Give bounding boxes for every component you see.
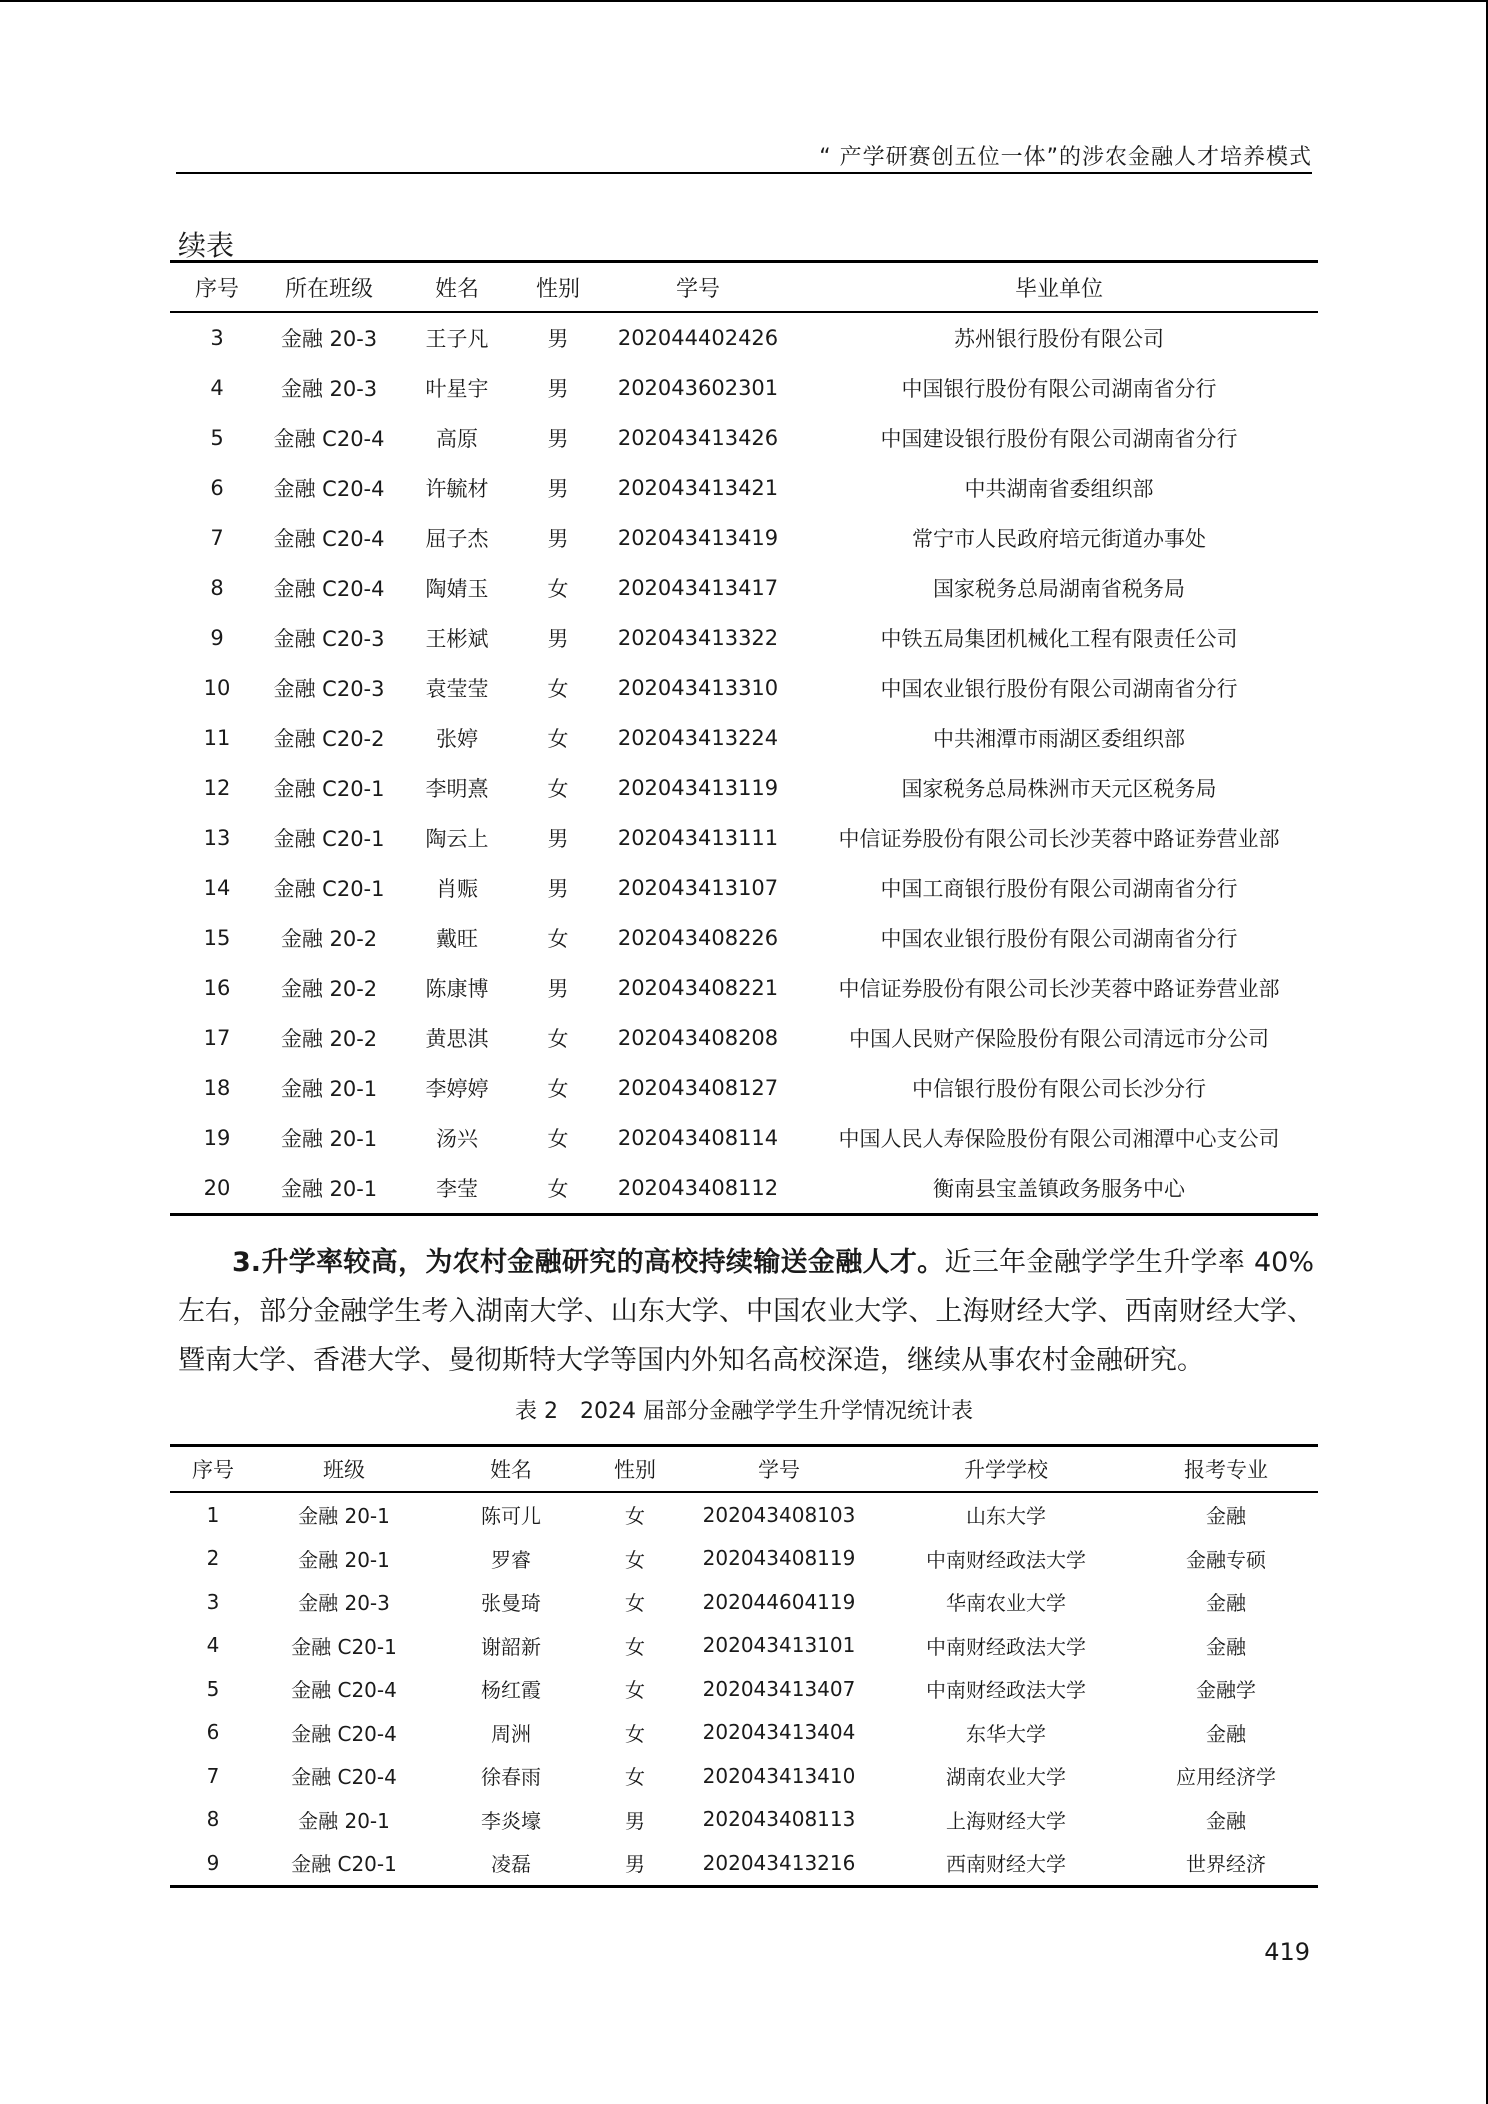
table-cell: 3 (206, 1589, 220, 1614)
table-cell: 袁莹莹 (425, 677, 489, 701)
table-row (170, 463, 1318, 513)
table-cell: 金融 20-1 (298, 1808, 390, 1833)
table-cell: 中信银行股份有限公司长沙分行 (912, 1077, 1206, 1101)
table-cell: 2 (206, 1546, 220, 1571)
table-cell: 肖赈 (436, 877, 478, 901)
table-cell: 男 (547, 627, 569, 651)
table-cell: 9 (210, 626, 224, 650)
table-cell: 6 (210, 476, 224, 500)
table-cell: 金融 20-2 (280, 1027, 378, 1051)
table-cell: 高原 (436, 427, 478, 451)
table-row (170, 1063, 1318, 1113)
column-header: 序号 (170, 262, 264, 313)
table-cell: 女 (625, 1721, 645, 1746)
table-cell: 张曼琦 (481, 1591, 541, 1616)
table-row (170, 1537, 1318, 1581)
table-cell: 女 (547, 677, 569, 701)
table-cell: 12 (203, 776, 231, 800)
table-cell: 男 (547, 977, 569, 1001)
table-cell: 女 (547, 1027, 569, 1051)
column-header: 姓名 (432, 1446, 590, 1493)
table-cell: 7 (210, 526, 224, 550)
continuation-label: 续表 (178, 229, 235, 262)
table-cell: 西南财经大学 (878, 1841, 1134, 1886)
table-cell: 陶云上 (425, 827, 489, 851)
table-cell: 9 (170, 1841, 256, 1886)
table-cell: 男 (625, 1808, 645, 1833)
column-header: 学号 (680, 1446, 878, 1493)
table-cell: 中信证券股份有限公司长沙芙蓉中路证券营业部 (838, 977, 1280, 1001)
table-row (170, 913, 1318, 963)
table-cell: 女 (547, 577, 569, 601)
table-cell: 17 (203, 1026, 231, 1050)
table-cell: 衡南县宝盖镇政务服务中心 (800, 1163, 1318, 1215)
page-border (0, 0, 1488, 2)
table-cell: 金融 20-3 (280, 327, 378, 351)
table-cell: 13 (203, 826, 231, 850)
table-cell: 202043413419 (617, 526, 779, 550)
table-cell: 中国工商银行股份有限公司湖南省分行 (880, 877, 1238, 901)
table-cell: 中共湖南省委组织部 (964, 477, 1154, 501)
table-row (170, 1492, 1318, 1537)
running-header: “ 产学研赛创五位一体”的涉农金融人才培养模式 (819, 145, 1312, 170)
graduates-employment-table (170, 260, 1318, 1216)
table-cell: 中国建设银行股份有限公司湖南省分行 (880, 427, 1238, 451)
table-row (170, 613, 1318, 663)
table-cell: 国家税务总局湖南省税务局 (933, 577, 1185, 601)
table-cell: 202043408208 (617, 1026, 779, 1050)
table-cell: 金融 C20-4 (273, 427, 385, 451)
table-cell: 202043413426 (617, 426, 779, 450)
section-lead: 升学率较高，为农村金融研究的高校持续输送金融人才。 (261, 1247, 945, 1278)
table-cell: 202043413322 (617, 626, 779, 650)
table-cell: 山东大学 (966, 1504, 1046, 1529)
table-cell: 中国农业银行股份有限公司湖南省分行 (880, 927, 1238, 951)
table-row (170, 1580, 1318, 1624)
table-cell: 金融 20-1 (280, 1077, 378, 1101)
column-header: 班级 (256, 1446, 432, 1493)
table-cell: 屈子杰 (425, 527, 489, 551)
table-cell: 中国农业银行股份有限公司湖南省分行 (880, 677, 1238, 701)
table-cell: 中南财经政法大学 (926, 1547, 1086, 1572)
table-row (170, 413, 1318, 463)
table-cell: 金融 20-1 (298, 1547, 390, 1572)
table-cell: 苏州银行股份有限公司 (954, 327, 1164, 351)
table-cell: 202043413216 (680, 1841, 878, 1886)
table-cell: 王彬斌 (425, 627, 489, 651)
table-cell: 周洲 (491, 1721, 531, 1746)
table-cell: 男 (547, 827, 569, 851)
table-cell: 金融学 (1196, 1678, 1256, 1703)
table-cell: 15 (203, 926, 231, 950)
table-row (170, 1798, 1318, 1842)
table-cell: 男 (547, 877, 569, 901)
table-cell: 金融 20-1 (298, 1504, 390, 1529)
table-row (170, 1754, 1318, 1798)
table-cell: 金融 C20-3 (273, 627, 385, 651)
body-paragraph (178, 1238, 1314, 1385)
table-row (170, 763, 1318, 813)
table-cell: 202043413404 (702, 1720, 856, 1745)
table-cell: 202043408226 (617, 926, 779, 950)
table-row (170, 663, 1318, 713)
column-header: 报考专业 (1134, 1446, 1318, 1493)
column-header: 姓名 (394, 262, 520, 313)
table-cell: 4 (210, 376, 224, 400)
table-cell: 11 (203, 726, 231, 750)
column-header: 性别 (520, 262, 596, 313)
table-cell: 19 (203, 1126, 231, 1150)
table-cell: 女 (625, 1504, 645, 1529)
table-cell: 金融 20-2 (280, 927, 378, 951)
table-cell: 金融 C20-4 (273, 527, 385, 551)
table-cell: 杨红霞 (481, 1678, 541, 1703)
table-cell: 徐春雨 (481, 1765, 541, 1790)
table-row (170, 312, 1318, 363)
table-cell: 国家税务总局株洲市天元区税务局 (901, 777, 1217, 801)
table-cell: 女 (547, 1127, 569, 1151)
table-cell: 李莹 (394, 1163, 520, 1215)
table-cell: 金融 20-3 (298, 1591, 390, 1616)
table-cell: 202043413410 (702, 1763, 856, 1788)
table-cell: 金融 (1206, 1634, 1246, 1659)
table-cell: 3 (210, 326, 224, 350)
table-cell: 中国银行股份有限公司湖南省分行 (901, 377, 1217, 401)
table-cell: 女 (547, 777, 569, 801)
table-cell: 汤兴 (436, 1127, 478, 1151)
further-study-table (170, 1444, 1318, 1888)
table-cell: 金融 C20-1 (273, 777, 385, 801)
table-cell: 李明熹 (425, 777, 489, 801)
table-cell: 陶婧玉 (425, 577, 489, 601)
table-cell: 202043413119 (617, 776, 779, 800)
table-cell: 男 (547, 427, 569, 451)
table-row (170, 1163, 1318, 1215)
table-cell: 202043408113 (702, 1807, 856, 1832)
table-cell: 202043408103 (702, 1502, 856, 1527)
table-cell: 金融 C20-4 (291, 1678, 397, 1703)
table-cell: 湖南农业大学 (946, 1765, 1066, 1790)
table-cell: 202043408119 (702, 1546, 856, 1571)
table-cell: 7 (206, 1763, 220, 1788)
table-cell: 男 (547, 327, 569, 351)
table-cell: 金融 C20-1 (291, 1634, 397, 1659)
column-header: 性别 (590, 1446, 680, 1493)
table-cell: 16 (203, 976, 231, 1000)
table-cell: 女 (625, 1591, 645, 1616)
table-row (170, 813, 1318, 863)
table-cell: 中南财经政法大学 (926, 1678, 1086, 1703)
table-cell: 金融 20-2 (280, 977, 378, 1001)
table-cell: 黄思淇 (425, 1027, 489, 1051)
table-cell: 202043413421 (617, 476, 779, 500)
table-cell: 5 (210, 426, 224, 450)
table-cell: 陈康博 (425, 977, 489, 1001)
table-row (170, 1113, 1318, 1163)
table-cell: 金融 C20-4 (273, 477, 385, 501)
table-cell: 女 (625, 1634, 645, 1659)
table-cell: 女 (547, 1077, 569, 1101)
table-cell: 叶星宇 (425, 377, 489, 401)
table-row (170, 363, 1318, 413)
table-row (170, 1841, 1318, 1886)
table-cell: 王子凡 (425, 327, 489, 351)
table-cell: 华南农业大学 (946, 1591, 1066, 1616)
table-cell: 金融 (1206, 1808, 1246, 1833)
table-cell: 金融 C20-3 (273, 677, 385, 701)
table-row (170, 963, 1318, 1013)
table-cell: 金融 (1206, 1504, 1246, 1529)
table-cell: 男 (547, 477, 569, 501)
column-header: 升学学校 (878, 1446, 1134, 1493)
table-cell: 东华大学 (966, 1721, 1046, 1746)
table-cell: 女 (625, 1547, 645, 1572)
table-cell: 6 (206, 1720, 220, 1745)
table-cell: 中南财经政法大学 (926, 1634, 1086, 1659)
table-cell: 金融 C20-1 (273, 877, 385, 901)
table-cell: 20 (170, 1163, 264, 1215)
column-header: 毕业单位 (800, 262, 1318, 313)
table-row (170, 713, 1318, 763)
table-cell: 中信证券股份有限公司长沙芙蓉中路证券营业部 (838, 827, 1280, 851)
table-cell: 18 (203, 1076, 231, 1100)
table-cell: 谢韶新 (481, 1634, 541, 1659)
table-cell: 202043408127 (617, 1076, 779, 1100)
table-cell: 女 (547, 927, 569, 951)
table-cell: 上海财经大学 (946, 1808, 1066, 1833)
table-cell: 202043408221 (617, 976, 779, 1000)
table-cell: 金融 C20-1 (256, 1841, 432, 1886)
table-cell: 女 (625, 1765, 645, 1790)
table-cell: 金融 20-1 (264, 1163, 394, 1215)
table-cell: 金融 C20-4 (273, 577, 385, 601)
table-cell: 14 (203, 876, 231, 900)
column-header: 序号 (170, 1446, 256, 1493)
table-cell: 8 (206, 1807, 220, 1832)
table-cell: 5 (206, 1676, 220, 1701)
column-header: 学号 (596, 262, 800, 313)
table-cell: 202043413224 (617, 726, 779, 750)
table-cell: 10 (203, 676, 231, 700)
table-cell: 202043408114 (617, 1126, 779, 1150)
table-cell: 金融 C20-4 (291, 1721, 397, 1746)
table-cell: 8 (210, 576, 224, 600)
table-cell: 202043413111 (617, 826, 779, 850)
page-number: 419 (1264, 1938, 1310, 1966)
column-header: 所在班级 (264, 262, 394, 313)
table-cell: 应用经济学 (1176, 1765, 1276, 1790)
table-cell: 中共湘潭市雨湖区委组织部 (933, 727, 1185, 751)
table-cell: 202043602301 (617, 376, 779, 400)
table-cell: 202044402426 (617, 326, 779, 350)
table-cell: 202043408112 (596, 1163, 800, 1215)
table-row (170, 1711, 1318, 1755)
table-cell: 女 (625, 1678, 645, 1703)
table-cell: 中国人民人寿保险股份有限公司湘潭中心支公司 (838, 1127, 1280, 1151)
table-cell: 中铁五局集团机械化工程有限责任公司 (880, 627, 1238, 651)
table-caption: 表 2 2024 届部分金融学学生升学情况统计表 (515, 1399, 973, 1424)
table-row (170, 563, 1318, 613)
table-cell: 金融 C20-4 (291, 1765, 397, 1790)
table-cell: 男 (590, 1841, 680, 1886)
table-row (170, 1667, 1318, 1711)
table-cell: 常宁市人民政府培元街道办事处 (912, 527, 1206, 551)
table-cell: 世界经济 (1134, 1841, 1318, 1886)
table-cell: 金融 (1206, 1591, 1246, 1616)
table-cell: 金融 20-1 (280, 1127, 378, 1151)
table-cell: 金融 20-3 (280, 377, 378, 401)
table-cell: 男 (547, 527, 569, 551)
table-cell: 女 (547, 727, 569, 751)
table-row (170, 1013, 1318, 1063)
table-cell: 202043413101 (702, 1633, 856, 1658)
table-cell: 金融专硕 (1186, 1547, 1266, 1572)
table-cell: 张婷 (436, 727, 478, 751)
table-cell: 202043413107 (617, 876, 779, 900)
table-cell: 金融 C20-2 (273, 727, 385, 751)
table-cell: 4 (206, 1633, 220, 1658)
section-number: 3. (232, 1247, 262, 1278)
table-cell: 李炎壕 (481, 1808, 541, 1833)
paragraph-body: 近三年金融学学生升学率 40% 左右，部分金融学生考入湖南大学、山东大学、中国农业大学、上海财经大学、西南财经大学、暨南大学、香港大学、曼彻斯特大学等国内外知名高校深造，继续从事农村金融研究。 (178, 1247, 1315, 1376)
table-cell: 1 (206, 1502, 220, 1527)
table-cell: 金融 C20-1 (273, 827, 385, 851)
header-rule (176, 172, 1312, 174)
table-cell: 陈可儿 (481, 1504, 541, 1529)
table-cell: 李婷婷 (425, 1077, 489, 1101)
table-cell: 女 (520, 1163, 596, 1215)
table-cell: 男 (547, 377, 569, 401)
table-cell: 中国人民财产保险股份有限公司清远市分公司 (849, 1027, 1269, 1051)
table-cell: 戴旺 (436, 927, 478, 951)
table-cell: 罗睿 (491, 1547, 531, 1572)
table-cell: 202043413417 (617, 576, 779, 600)
table-cell: 许毓材 (425, 477, 489, 501)
table-cell: 202043413310 (617, 676, 779, 700)
table-cell: 凌磊 (432, 1841, 590, 1886)
table-row (170, 513, 1318, 563)
table-cell: 202043413407 (702, 1676, 856, 1701)
table-row (170, 1624, 1318, 1668)
table-cell: 金融 (1206, 1721, 1246, 1746)
table-row (170, 863, 1318, 913)
table-cell: 202044604119 (702, 1589, 856, 1614)
